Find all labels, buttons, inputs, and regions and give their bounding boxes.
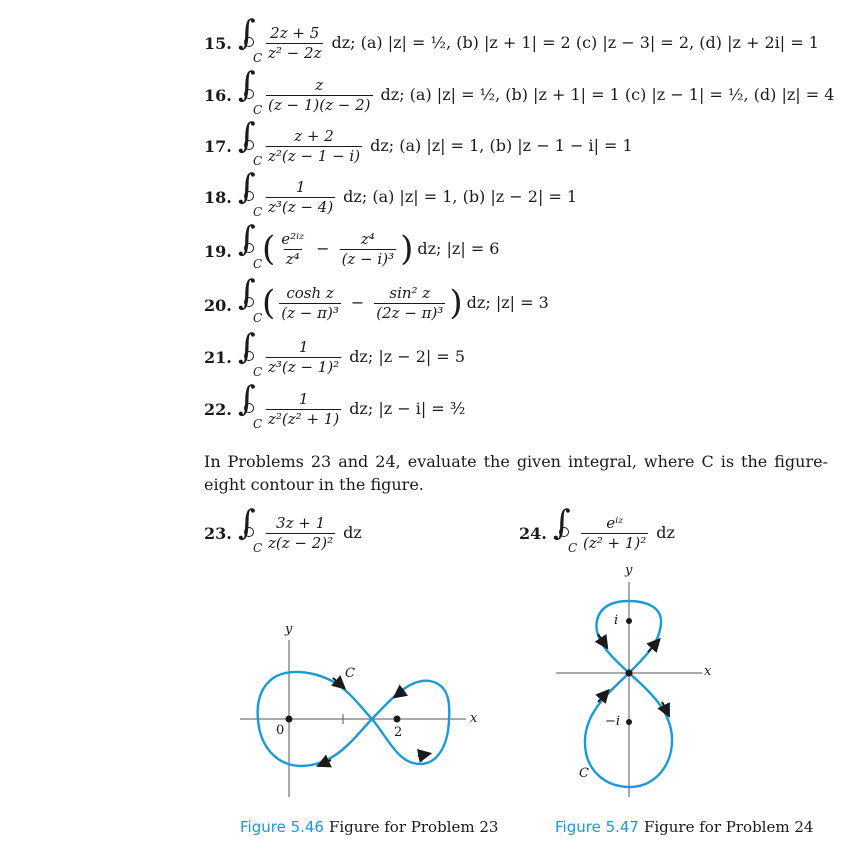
problem-number: 16.	[204, 86, 232, 105]
contour-integral-sign: ∫ C	[238, 167, 263, 219]
problem-number: 18.	[204, 188, 232, 207]
integrand-fraction: $\frac{2z + 5}{\text{z² − 2z}}$	[268, 23, 322, 62]
figure-label: Figure 5.47	[555, 818, 639, 836]
problem-conditions: dz; |z| = 6	[417, 239, 500, 258]
integrand-fraction: $\frac{1}{\text{z²(z² + 1)}}$	[268, 389, 340, 428]
figure-5-47	[556, 582, 702, 797]
curve-label: C	[345, 666, 355, 681]
problem-conditions: dz	[656, 523, 675, 542]
problem-conditions: dz; (a) |z| = 1, (b) |z − 2| = 1	[343, 187, 578, 206]
problem-conditions: dz; (a) |z| = ½, (b) |z + 1| = 1 (c) |z − 1| = ½, (d) |z| = 4	[380, 85, 835, 104]
problem-number: 24.	[519, 524, 547, 543]
y-axis-label: y	[625, 563, 633, 578]
problem-conditions: dz; (a) |z| = 1, (b) |z − 1 − i| = 1	[370, 136, 633, 155]
point-minus-i	[626, 719, 632, 725]
problem-conditions: dz	[343, 523, 362, 542]
problem-conditions: dz; |z| = 3	[466, 293, 549, 312]
problem-number: 19.	[204, 242, 232, 261]
problem-number: 15.	[204, 34, 232, 53]
figure-5-47-caption	[555, 818, 813, 836]
x-axis-label: x	[470, 711, 478, 726]
point-i-label: i	[614, 613, 619, 628]
integrand-fraction: $\frac{\text{eⁱᶻ}}{\text{(z² + 1)²}}$	[583, 513, 647, 552]
contour-integral-sign: ∫ C	[238, 379, 263, 431]
problem-number: 22.	[204, 400, 232, 419]
integrand-fraction: $\frac{3z + 1}{\text{z(z − 2)²}}$	[268, 513, 334, 552]
figure-label: Figure 5.46	[240, 818, 324, 836]
integrand-term-2: $\frac{\text{z⁴}}{\text{(z − i)³}}$	[341, 229, 395, 268]
figure-caption-text: Figure for Problem 24	[643, 818, 814, 836]
problem-number: 21.	[204, 348, 232, 367]
curve-label: C	[579, 766, 589, 781]
figure-caption-text: Figure for Problem 23	[328, 818, 499, 836]
tick-label: 2	[394, 725, 403, 740]
problem-number: 20.	[204, 296, 232, 315]
instruction-paragraph: In Problems 23 and 24, evaluate the given integral, where C is the figure-eight contour in the figure.	[204, 452, 828, 494]
integrand-fraction: $\frac{z + 2}{\text{z²(z − 1 − i)}}$	[268, 126, 361, 165]
integrand-term-2: $\frac{\text{sin² z}}{\text{(2z − π)³}}$	[376, 283, 444, 322]
contour-integral-sign: ∫ C	[238, 13, 263, 65]
integrand-term-1: $\frac{\text{cosh z}}{\text{(z − π)³}}$	[281, 283, 339, 322]
integrand-term-1: $\frac{\text{e²ⁱᶻ}}{\text{z⁴}}$	[281, 229, 305, 268]
contour-integral-sign: ∫ C	[238, 273, 263, 325]
problem-number: 23.	[204, 524, 232, 543]
problem-conditions: dz; (a) |z| = ½, (b) |z + 1| = 2 (c) |z − 3| = 2, (d) |z + 2i| = 1	[331, 33, 819, 52]
contour-integral-sign: ∫ C	[553, 503, 578, 555]
integrand-fraction: $\frac{1}{\text{z³(z − 4)}}$	[268, 177, 334, 216]
contour-integral-sign: ∫ C	[238, 503, 263, 555]
direction-arrow	[648, 641, 658, 652]
figure-5-46	[240, 640, 466, 797]
origin-point	[286, 716, 293, 723]
point-i	[626, 618, 632, 624]
contour-integral-sign: ∫ C	[238, 65, 263, 117]
origin-point	[626, 670, 633, 677]
contour-integral-sign: ∫ C	[238, 327, 263, 379]
origin-label: 0	[276, 723, 285, 738]
integrand-fraction: $\frac{1}{\text{z³(z − 1)²}}$	[268, 337, 340, 376]
point-minus-i-label: −i	[605, 714, 621, 729]
problem-number: 17.	[204, 137, 232, 156]
figure-5-46-caption	[240, 818, 498, 836]
integrand-fraction: $\frac{z}{(z - 1)(z - 2)}$	[268, 75, 371, 114]
y-axis-label: y	[285, 622, 293, 637]
contour-integral-sign: ∫ C	[238, 219, 263, 271]
contour-integral-sign: ∫ C	[238, 116, 263, 168]
direction-arrow	[418, 754, 428, 756]
problem-conditions: dz; |z − i| = ³⁄₂	[349, 399, 466, 418]
problem-conditions: dz; |z − 2| = 5	[349, 347, 466, 366]
point-2	[394, 716, 401, 723]
x-axis-label: x	[704, 664, 712, 679]
